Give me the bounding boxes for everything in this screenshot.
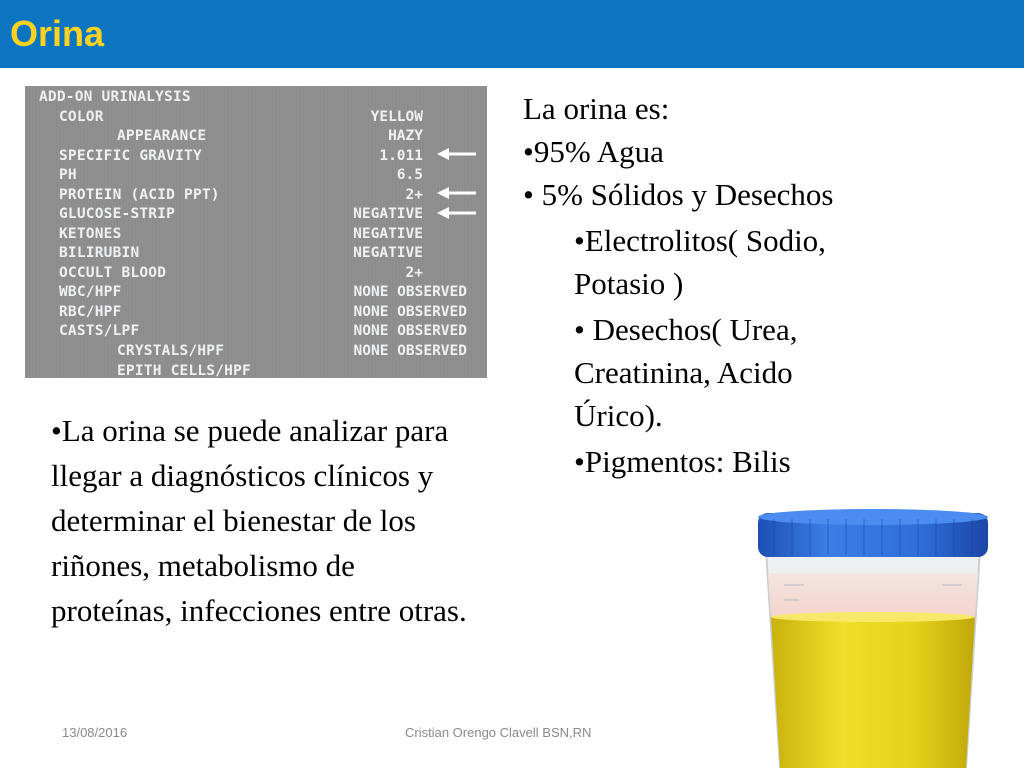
report-value: NONE OBSERVED bbox=[353, 343, 467, 359]
report-value: HAZY bbox=[388, 128, 423, 144]
report-label: BILIRUBIN bbox=[59, 245, 140, 261]
report-value: 6.5 bbox=[396, 167, 423, 183]
report-label: OCCULT BLOOD bbox=[59, 265, 167, 281]
report-label: RBC/HPF bbox=[59, 304, 122, 320]
intro-text: La orina es: bbox=[523, 91, 670, 126]
sub-bullet-electrolytes-cont: Potasio ) bbox=[574, 266, 684, 301]
report-value: 2+ bbox=[405, 265, 423, 281]
slide-title: Orina bbox=[10, 13, 105, 54]
report-label: GLUCOSE-STRIP bbox=[59, 206, 176, 222]
report-label: WBC/HPF bbox=[59, 284, 122, 300]
report-label: PROTEIN (ACID PPT) bbox=[59, 187, 220, 203]
title-bar bbox=[0, 0, 1024, 68]
sub-bullet-waste: • Desechos( Urea, bbox=[574, 312, 798, 347]
report-header: ADD-ON URINALYSIS bbox=[39, 89, 191, 105]
report-value: NEGATIVE bbox=[353, 206, 423, 222]
bullet-water: •95% Agua bbox=[523, 134, 664, 169]
report-value: NONE OBSERVED bbox=[353, 304, 467, 320]
report-label: EPITH CELLS/HPF bbox=[117, 363, 251, 378]
footer-date: 13/08/2016 bbox=[62, 725, 128, 740]
report-value: NEGATIVE bbox=[353, 245, 423, 261]
report-label: PH bbox=[59, 167, 77, 183]
report-value: 2+ bbox=[405, 187, 423, 203]
report-value: 1.011 bbox=[379, 148, 423, 164]
report-label: CASTS/LPF bbox=[59, 323, 140, 339]
report-value: YELLOW bbox=[370, 109, 423, 125]
footer-author: Cristian Orengo Clavell BSN,RN bbox=[405, 725, 592, 740]
left-arrow-icon bbox=[437, 206, 477, 220]
analysis-paragraph: •La orina se puede analizar para llegar a diagnósticos clínicos y determinar el bienestar de los riñones, metabolismo de proteínas, infecciones entre otras. bbox=[51, 413, 467, 628]
sub-bullet-pigments: •Pigmentos: Bilis bbox=[574, 444, 791, 479]
sub-bullet-waste-cont: Úrico). bbox=[574, 398, 663, 433]
left-arrow-icon bbox=[437, 147, 477, 161]
urinalysis-report-image bbox=[25, 86, 487, 378]
left-arrow-icon bbox=[437, 186, 477, 200]
report-label: SPECIFIC GRAVITY bbox=[59, 148, 202, 164]
report-value: NEGATIVE bbox=[353, 226, 423, 242]
urine-sample-cup bbox=[744, 505, 1002, 768]
sub-bullet-waste-cont: Creatinina, Acido bbox=[574, 355, 793, 390]
report-value: NONE OBSERVED bbox=[353, 323, 467, 339]
report-label: CRYSTALS/HPF bbox=[117, 343, 225, 359]
bullet-solids: • 5% Sólidos y Desechos bbox=[523, 177, 834, 212]
report-label: APPEARANCE bbox=[117, 128, 207, 144]
sub-bullet-electrolytes: •Electrolitos( Sodio, bbox=[574, 223, 826, 258]
report-label: KETONES bbox=[59, 226, 122, 242]
report-label: COLOR bbox=[59, 109, 104, 125]
report-value: NONE OBSERVED bbox=[353, 284, 467, 300]
